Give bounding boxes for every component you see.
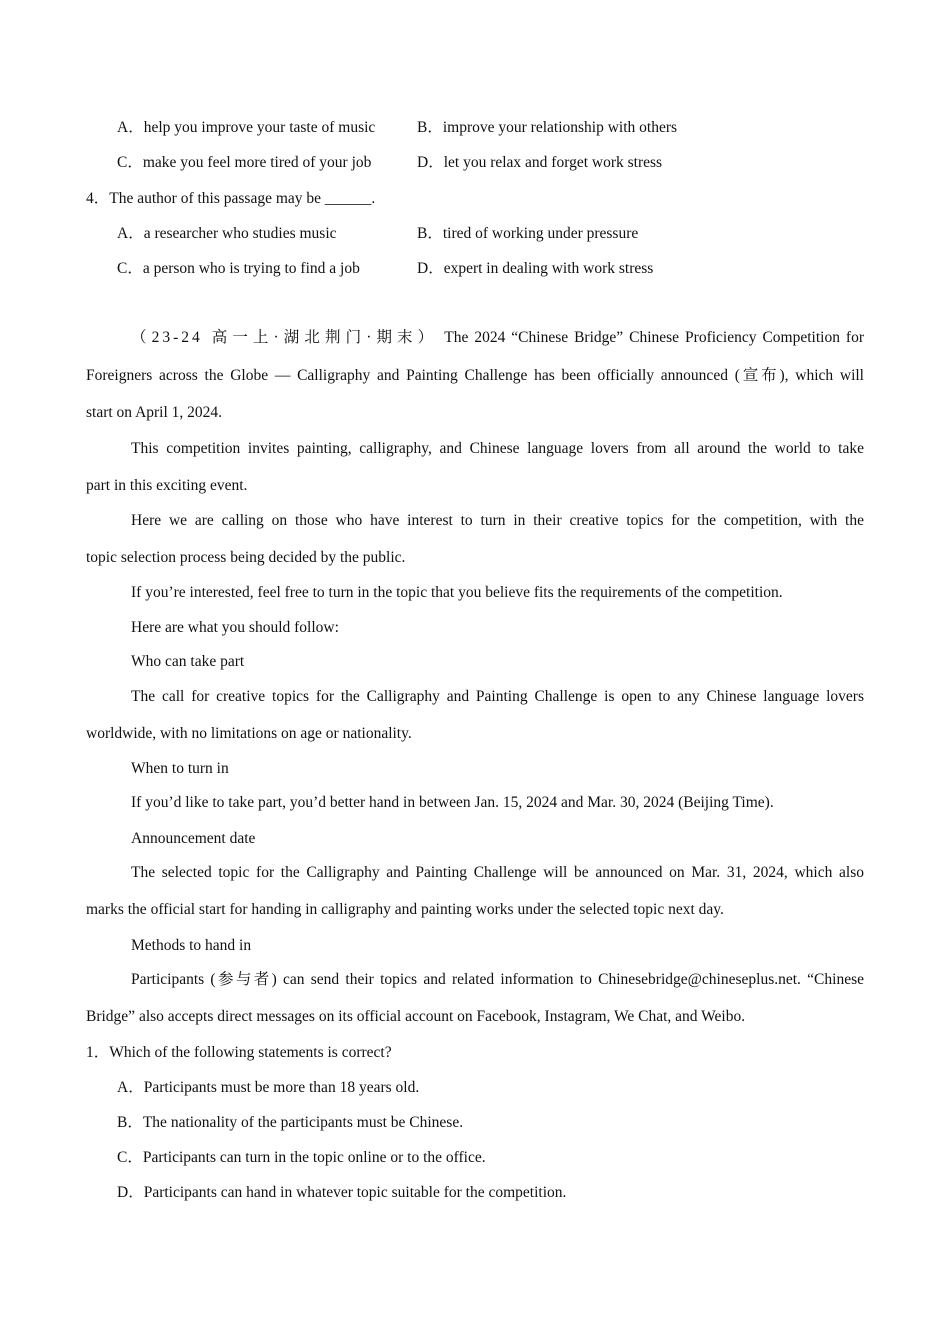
option-d: D．let you relax and forget work stress xyxy=(417,154,663,171)
passage-paragraph: Here are what you should follow: xyxy=(131,619,339,636)
passage-line: part in this exciting event. xyxy=(86,477,248,494)
passage-paragraph: Here we are calling on those who have interest to turn in their creative topics for the competition, with the xyxy=(131,512,864,529)
q4-option-d: D．expert in dealing with work stress xyxy=(417,260,654,277)
passage-line: topic selection process being decided by the public. xyxy=(86,549,406,566)
option-a: A．help you improve your taste of music xyxy=(117,119,376,136)
section-heading: When to turn in xyxy=(131,760,229,777)
passage-line: Foreigners across the Globe — Calligraphy and Painting Challenge has been officially announced (宣布), which will xyxy=(86,367,864,384)
question-1-stem: 1．Which of the following statements is correct? xyxy=(86,1044,392,1061)
q1-option-c: C．Participants can turn in the topic online or to the office. xyxy=(117,1149,486,1166)
q4-option-a: A．a researcher who studies music xyxy=(117,225,337,242)
passage-source: （23-24 高一上·湖北荆门·期末） xyxy=(131,329,439,346)
q4-option-b: B．tired of working under pressure xyxy=(417,225,639,242)
section-heading: Methods to hand in xyxy=(131,937,252,954)
section-heading: Announcement date xyxy=(131,830,256,847)
q4-option-c: C．a person who is trying to find a job xyxy=(117,260,360,277)
passage-first-line: （23-24 高一上·湖北荆门·期末） The 2024 “Chinese Bridge” Chinese Proficiency Competition for xyxy=(131,329,865,346)
question-4-stem: 4．The author of this passage may be ______. xyxy=(86,190,376,207)
passage-paragraph: This competition invites painting, calligraphy, and Chinese language lovers from all around the world to take xyxy=(131,440,864,457)
q1-option-d: D．Participants can hand in whatever topic suitable for the competition. xyxy=(117,1184,567,1201)
passage-paragraph: If you’d like to take part, you’d better hand in between Jan. 15, 2024 and Mar. 30, 2024 (Beijing Time). xyxy=(131,794,774,811)
q1-option-b: B．The nationality of the participants must be Chinese. xyxy=(117,1114,464,1131)
passage-line: worldwide, with no limitations on age or nationality. xyxy=(86,725,412,742)
section-heading: Who can take part xyxy=(131,653,245,670)
passage-paragraph: The selected topic for the Calligraphy and Painting Challenge will be announced on Mar. 31, 2024, which also xyxy=(131,864,864,881)
passage-paragraph: The call for creative topics for the Calligraphy and Painting Challenge is open to any Chinese language lovers xyxy=(131,688,864,705)
option-b: B．improve your relationship with others xyxy=(417,119,678,136)
passage-line: start on April 1, 2024. xyxy=(86,404,223,421)
q1-option-a: A．Participants must be more than 18 years old. xyxy=(117,1079,420,1096)
passage-line: Bridge” also accepts direct messages on its official account on Facebook, Instagram, We Chat, and Weibo. xyxy=(86,1008,746,1025)
passage-line: marks the official start for handing in calligraphy and painting works under the selected topic next day. xyxy=(86,901,724,918)
passage-paragraph: Participants (参与者) can send their topics and related information to Chinesebridge@chineseplus.net. “Chinese xyxy=(131,971,864,988)
option-c: C．make you feel more tired of your job xyxy=(117,154,372,171)
passage-paragraph: If you’re interested, feel free to turn in the topic that you believe fits the requirements of the competition. xyxy=(131,584,783,601)
